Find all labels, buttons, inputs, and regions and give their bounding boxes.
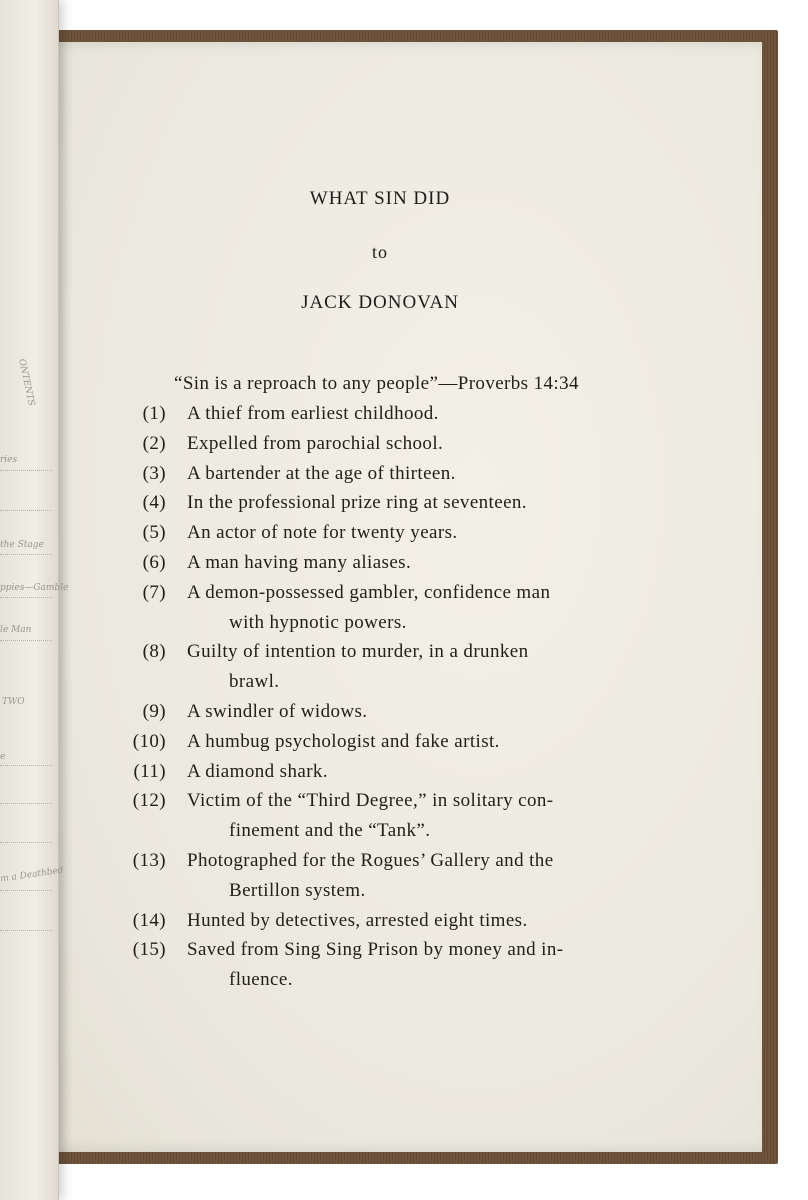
list-item-text: Photographed for the Rogues’ Gallery and the: [187, 850, 554, 871]
list-item-number: (9): [142, 701, 166, 722]
list-item-number: (14): [132, 909, 166, 931]
list-item-text: Expelled from parochial school.: [187, 432, 444, 454]
facing-page-fragment: m a Deathbed: [0, 865, 65, 885]
list-item-number: (1): [142, 403, 166, 424]
list-item-continuation: fluence.: [229, 969, 293, 991]
list-item-number: (3): [142, 462, 166, 484]
list-item-text: A man having many aliases.: [187, 552, 412, 573]
list-item-continuation: Bertillon system.: [229, 879, 366, 901]
epigraph: “Sin is a reproach to any people”—Proverbs 14:34: [174, 373, 579, 394]
list-item-number: (2): [142, 432, 166, 454]
list-item-text: An actor of note for twenty years.: [187, 522, 458, 544]
chapter-title: WHAT SIN DID: [309, 188, 451, 209]
facing-page-fragment: ries: [0, 455, 18, 465]
list-item-text: Saved from Sing Sing Prison by money and in-: [187, 939, 564, 961]
facing-page-edge: [0, 0, 69, 1200]
facing-page-fragment: the Stage: [0, 540, 44, 550]
list-item-text: A thief from earliest childhood.: [187, 403, 439, 424]
list-item-text: In the professional prize ring at seventeen.: [187, 492, 527, 514]
list-item-number: (8): [142, 641, 166, 663]
list-item-text: A humbug psychologist and fake artist.: [187, 730, 500, 752]
list-item-number: (13): [132, 850, 166, 871]
list-item-continuation: brawl.: [229, 671, 280, 693]
facing-page-fragment: e: [0, 752, 6, 762]
list-item-continuation: with hypnotic powers.: [229, 611, 407, 633]
list-item-number: (4): [142, 492, 166, 514]
list-item-number: (5): [142, 522, 166, 544]
list-item-text: A swindler of widows.: [187, 701, 368, 722]
list-item-text: Guilty of intention to murder, in a drunken: [187, 641, 529, 663]
list-item-continuation: finement and the “Tank”.: [229, 820, 431, 842]
list-item-number: (10): [132, 730, 166, 752]
list-item-text: A diamond shark.: [187, 760, 328, 782]
list-item-number: (15): [132, 939, 166, 961]
facing-page-fragment: ONTENTS: [16, 358, 36, 407]
list-item-text: Hunted by detectives, arrested eight times.: [187, 909, 528, 931]
facing-page-fragment: TWO: [2, 697, 25, 707]
facing-page-fragment: le Man: [0, 625, 32, 635]
list-item-number: (12): [132, 790, 166, 812]
list-item-number: (7): [142, 581, 166, 603]
list-item-text: Victim of the “Third Degree,” in solitary con-: [187, 790, 554, 812]
list-item-number: (6): [142, 552, 166, 573]
list-item-number: (11): [133, 760, 166, 782]
list-item-text: A bartender at the age of thirteen.: [187, 462, 456, 484]
chapter-title-name: JACK DONOVAN: [301, 292, 459, 313]
facing-page-fragment: ppies—Gamble: [0, 583, 69, 593]
chapter-title-connector: to: [371, 242, 388, 262]
list-item-text: A demon-possessed gambler, confidence man: [187, 581, 551, 603]
